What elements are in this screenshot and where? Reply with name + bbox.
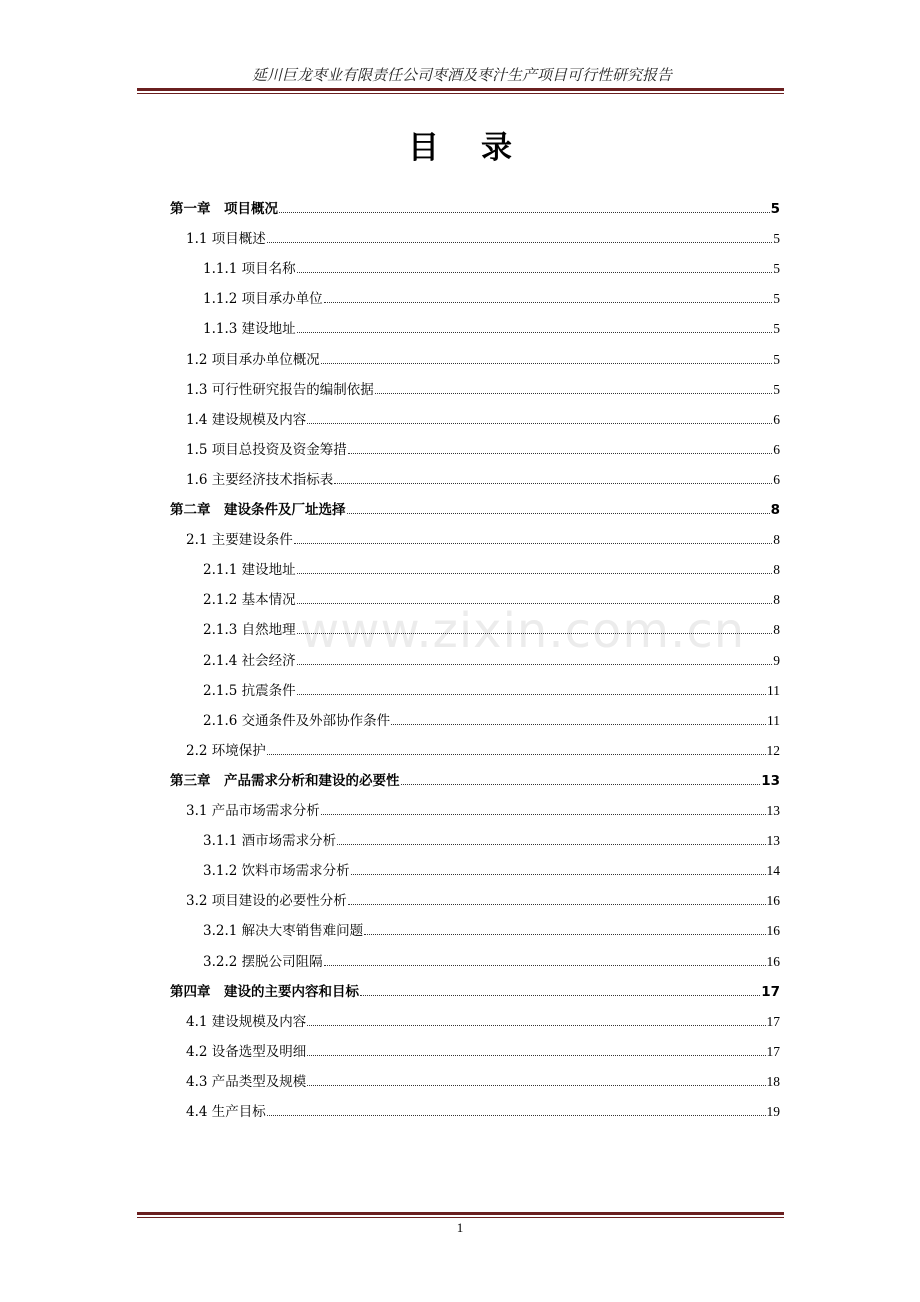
toc-entry-page: 17 <box>766 1043 780 1059</box>
toc-entry-label: 3.1.2 饮料市场需求分析 <box>203 863 350 880</box>
toc-dot-leader <box>348 904 766 905</box>
toc-entry[interactable] <box>186 1011 780 1031</box>
toc-entry[interactable] <box>186 439 780 459</box>
toc-entry-page: 5 <box>773 261 780 277</box>
toc-dot-leader <box>307 1085 765 1086</box>
toc-entry-page: 13 <box>761 772 780 789</box>
toc-entry-label: 2.2 环境保护 <box>186 742 266 759</box>
toc-dot-leader <box>334 483 772 484</box>
toc-entry[interactable] <box>203 318 780 338</box>
toc-entry[interactable] <box>203 920 780 940</box>
toc-entry[interactable] <box>203 710 780 730</box>
toc-entry[interactable] <box>186 1101 780 1121</box>
toc-dot-leader <box>321 814 766 815</box>
toc-entry-page: 11 <box>767 712 780 728</box>
toc-dot-leader <box>307 1025 765 1026</box>
toc-entry-label: 第一章 项目概况 <box>170 201 278 217</box>
toc-entry-label: 1.5 项目总投资及资金筹措 <box>186 441 347 458</box>
toc-entry-label: 2.1.3 自然地理 <box>203 622 296 639</box>
running-header: 延川巨龙枣业有限责任公司枣酒及枣汁生产项目可行性研究报告 <box>251 66 672 84</box>
toc-entry-label: 2.1 主要建设条件 <box>186 532 293 549</box>
toc-entry[interactable] <box>203 830 780 850</box>
toc-dot-leader <box>267 754 766 755</box>
toc-entry[interactable] <box>186 529 780 549</box>
toc-entry[interactable] <box>203 680 780 700</box>
toc-entry-page: 8 <box>773 592 780 608</box>
toc-entry-label: 2.1.4 社会经济 <box>203 652 296 669</box>
toc-entry-label: 3.1.1 酒市场需求分析 <box>203 833 337 850</box>
toc-entry-label: 4.4 生产目标 <box>186 1104 266 1120</box>
toc-entry-label: 2.1.2 基本情况 <box>203 592 296 609</box>
toc-entry-label: 1.1.1 项目名称 <box>203 261 296 278</box>
toc-entry-page: 8 <box>773 622 780 638</box>
toc-entry-label: 4.2 设备选型及明细 <box>186 1043 307 1060</box>
toc-entry-page: 11 <box>767 682 780 698</box>
toc-entry-label: 第二章 建设条件及厂址选择 <box>170 502 346 518</box>
toc-entry-page: 5 <box>773 231 780 247</box>
toc-entry-page: 17 <box>761 983 780 1000</box>
toc-entry-page: 14 <box>766 863 780 879</box>
toc-entry[interactable] <box>186 469 780 489</box>
toc-dot-leader <box>279 212 770 213</box>
toc-dot-leader <box>267 242 772 243</box>
toc-entry-page: 6 <box>773 411 780 427</box>
toc-entry-label: 1.6 主要经济技术指标表 <box>186 471 334 488</box>
toc-chapter-entry[interactable] <box>170 198 780 218</box>
toc-entry-label: 2.1.6 交通条件及外部协作条件 <box>203 712 391 729</box>
toc-entry-page: 5 <box>773 381 780 397</box>
toc-entry-label: 1.1.3 建设地址 <box>203 321 296 338</box>
toc-entry-page: 5 <box>773 351 780 367</box>
toc-dot-leader <box>321 363 772 364</box>
toc-entry[interactable] <box>203 860 780 880</box>
toc-entry[interactable] <box>203 559 780 579</box>
toc-dot-leader <box>294 543 772 544</box>
toc-dot-leader <box>391 724 766 725</box>
toc-entry-page: 6 <box>773 441 780 457</box>
toc-entry[interactable] <box>186 379 780 399</box>
toc-entry[interactable] <box>203 619 780 639</box>
toc-dot-leader <box>337 844 765 845</box>
toc-entry-page: 13 <box>766 803 780 818</box>
toc-entry[interactable] <box>186 228 780 248</box>
toc-entry-page: 6 <box>773 471 780 487</box>
toc-dot-leader <box>297 332 773 333</box>
toc-entry[interactable] <box>186 1071 780 1091</box>
toc-dot-leader <box>297 694 766 695</box>
toc-entry[interactable] <box>186 1041 780 1061</box>
toc-entry-page: 5 <box>773 321 780 337</box>
toc-entry-page: 12 <box>766 742 780 758</box>
toc-entry-label: 1.1.2 项目承办单位 <box>203 291 323 308</box>
toc-entry-label: 第三章 产品需求分析和建设的必要性 <box>170 772 400 789</box>
toc-entry-page: 17 <box>766 1013 780 1029</box>
toc-dot-leader <box>324 302 773 303</box>
toc-chapter-entry[interactable] <box>170 499 780 519</box>
toc-entry-label: 2.1.1 建设地址 <box>203 562 296 579</box>
toc-entry[interactable] <box>186 740 780 760</box>
toc-entry-label: 1.2 项目承办单位概况 <box>186 351 320 368</box>
toc-dot-leader <box>364 934 765 935</box>
page-number: 1 <box>456 1220 464 1235</box>
toc-entry-label: 4.3 产品类型及规模 <box>186 1073 307 1090</box>
toc-entry-page: 8 <box>770 502 780 518</box>
toc-entry[interactable] <box>186 800 780 820</box>
toc-entry-page: 13 <box>766 833 780 849</box>
toc-entry[interactable] <box>203 288 780 308</box>
toc-entry-label: 4.1 建设规模及内容 <box>186 1013 307 1030</box>
toc-entry-page: 16 <box>766 953 780 969</box>
toc-entry-page: 5 <box>770 201 780 217</box>
watermark: www.zixin.com.cn <box>300 603 746 659</box>
toc-dot-leader <box>401 784 761 785</box>
toc-dot-leader <box>297 664 773 665</box>
toc-entry-page: 16 <box>766 923 780 939</box>
toc-entry-label: 1.4 建设规模及内容 <box>186 411 307 428</box>
toc-entry[interactable] <box>203 258 780 278</box>
toc-entry-label: 3.2.2 摆脱公司阻隔 <box>203 953 323 970</box>
footer-rule <box>137 1212 784 1218</box>
toc-entry-page: 8 <box>773 562 780 578</box>
toc-dot-leader <box>307 1055 765 1056</box>
toc-entry-label: 3.1 产品市场需求分析 <box>186 803 320 819</box>
toc-entry-label: 1.1 项目概述 <box>186 231 266 248</box>
toc-entry-label: 2.1.5 抗震条件 <box>203 682 296 699</box>
toc-entry-label: 3.2 项目建设的必要性分析 <box>186 893 347 910</box>
toc-dot-leader <box>324 965 766 966</box>
toc-entry[interactable] <box>186 890 780 910</box>
toc-entry-label: 3.2.1 解决大枣销售难问题 <box>203 923 364 940</box>
toc-entry[interactable] <box>186 349 780 369</box>
toc-dot-leader <box>307 423 772 424</box>
header-rule <box>137 88 784 94</box>
toc-title: 目录 <box>408 130 554 166</box>
toc-dot-leader <box>347 513 770 514</box>
toc-chapter-entry[interactable] <box>170 770 780 790</box>
toc-dot-leader <box>360 995 760 996</box>
toc-dot-leader <box>297 573 773 574</box>
toc-entry[interactable] <box>186 409 780 429</box>
toc-entry-page: 16 <box>766 893 780 909</box>
toc-entry-page: 18 <box>766 1073 780 1089</box>
toc-entry[interactable] <box>203 951 780 971</box>
toc-entry-page: 9 <box>773 652 780 668</box>
toc-dot-leader <box>297 633 773 634</box>
toc-chapter-entry[interactable] <box>170 981 780 1001</box>
toc-dot-leader <box>267 1115 766 1116</box>
toc-entry-page: 5 <box>773 291 780 307</box>
toc-dot-leader <box>297 603 773 604</box>
toc-entry-label: 1.3 可行性研究报告的编制依据 <box>186 381 374 398</box>
toc-entry[interactable] <box>203 650 780 670</box>
toc-entry-label: 第四章 建设的主要内容和目标 <box>170 983 359 1000</box>
toc-dot-leader <box>375 393 772 394</box>
toc-entry[interactable] <box>203 589 780 609</box>
toc-entry-page: 19 <box>766 1104 780 1119</box>
toc-dot-leader <box>297 272 773 273</box>
toc-dot-leader <box>351 874 766 875</box>
toc-dot-leader <box>348 453 772 454</box>
toc-entry-page: 8 <box>773 532 780 548</box>
